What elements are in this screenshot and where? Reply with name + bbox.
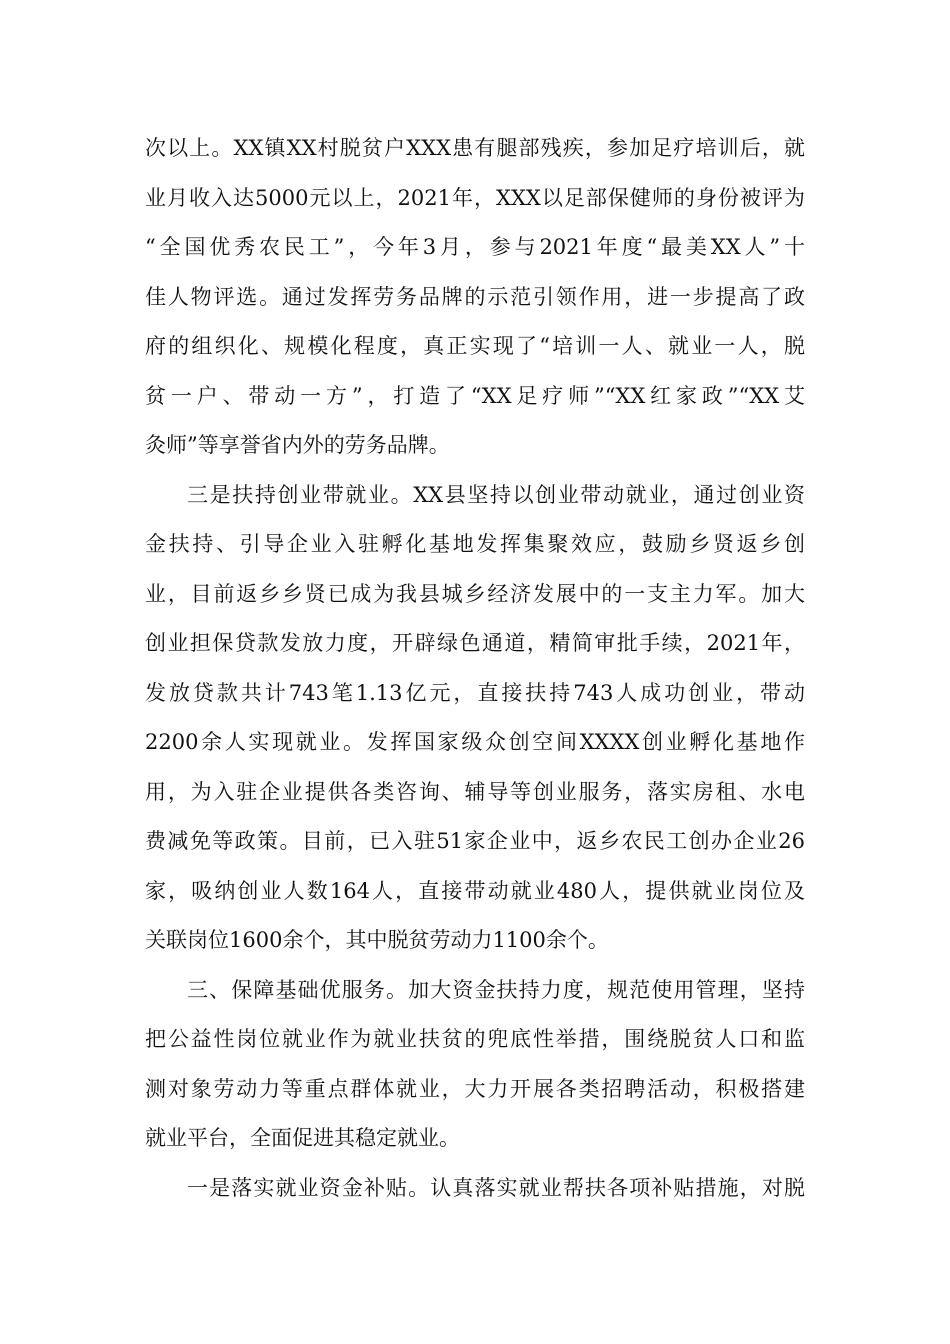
text-line: 就业平台，全面促进其稳定就业。: [145, 1126, 460, 1150]
text-line: “全国优秀农民工”，今年3月，参与2021年度“最美XX人”十: [145, 235, 805, 259]
paragraph-section-three-heading: [145, 966, 805, 1164]
text-line: 金扶持、引导企业入驻孵化基地发挥集聚效应，鼓励乡贤返乡创: [145, 532, 805, 556]
text-line: 贫一户、带动一方”，打造了“XX足疗师”“XX红家政”“XX艾: [145, 383, 805, 408]
text-line: 一是落实就业资金补贴。认真落实就业帮扶各项补贴措施，对脱: [187, 1175, 805, 1200]
text-line: 家，吸纳创业人数164人，直接带动就业480人，提供就业岗位及: [145, 878, 805, 903]
paragraph-labor-brand: [145, 124, 805, 471]
text-line: 发放贷款共计743笔1.13亿元，直接扶持743人成功创业，带动: [145, 680, 805, 705]
text-line: 费减免等政策。目前，已入驻51家企业中，返乡农民工创办企业26: [145, 829, 805, 853]
text-line: 业月收入达5000元以上，2021年，XXX以足部保健师的身份被评为: [145, 185, 805, 210]
text-line: 佳人物评选。通过发挥劳务品牌的示范引领作用，进一步提高了政: [145, 284, 805, 309]
paragraph-entrepreneurship: [145, 471, 805, 966]
text-line: 次以上。XX镇XX村脱贫户XXX患有腿部残疾，参加足疗培训后，就: [145, 136, 805, 160]
text-line: 把公益性岗位就业作为就业扶贫的兜底性举措，围绕脱贫人口和监: [145, 1027, 805, 1051]
text-line: 三、保障基础优服务。加大资金扶持力度，规范使用管理，坚持: [187, 977, 805, 1002]
text-line: 灸师”等享誉省内外的劳务品牌。: [145, 433, 450, 457]
text-line: 府的组织化、规模化程度，真正实现了“培训一人、就业一人，脱: [145, 334, 805, 358]
document-body: [145, 124, 805, 1213]
text-line: 关联岗位1600余个，其中脱贫劳动力1100余个。: [145, 928, 609, 952]
text-line: 测对象劳动力等重点群体就业，大力开展各类招聘活动，积极搭建: [145, 1076, 805, 1101]
paragraph-subsidy: [145, 1164, 805, 1214]
text-line: 2200余人实现就业。发挥国家级众创空间XXXX创业孵化基地作: [145, 730, 805, 754]
text-line: 三是扶持创业带就业。XX县坚持以创业带动就业，通过创业资: [187, 482, 805, 507]
text-line: 用，为入驻企业提供各类咨询、辅导等创业服务，落实房租、水电: [145, 779, 805, 804]
text-line: 创业担保贷款发放力度，开辟绿色通道，精简审批手续，2021年，: [145, 631, 805, 655]
text-line: 业，目前返乡乡贤已成为我县城乡经济发展中的一支主力军。加大: [145, 581, 805, 606]
